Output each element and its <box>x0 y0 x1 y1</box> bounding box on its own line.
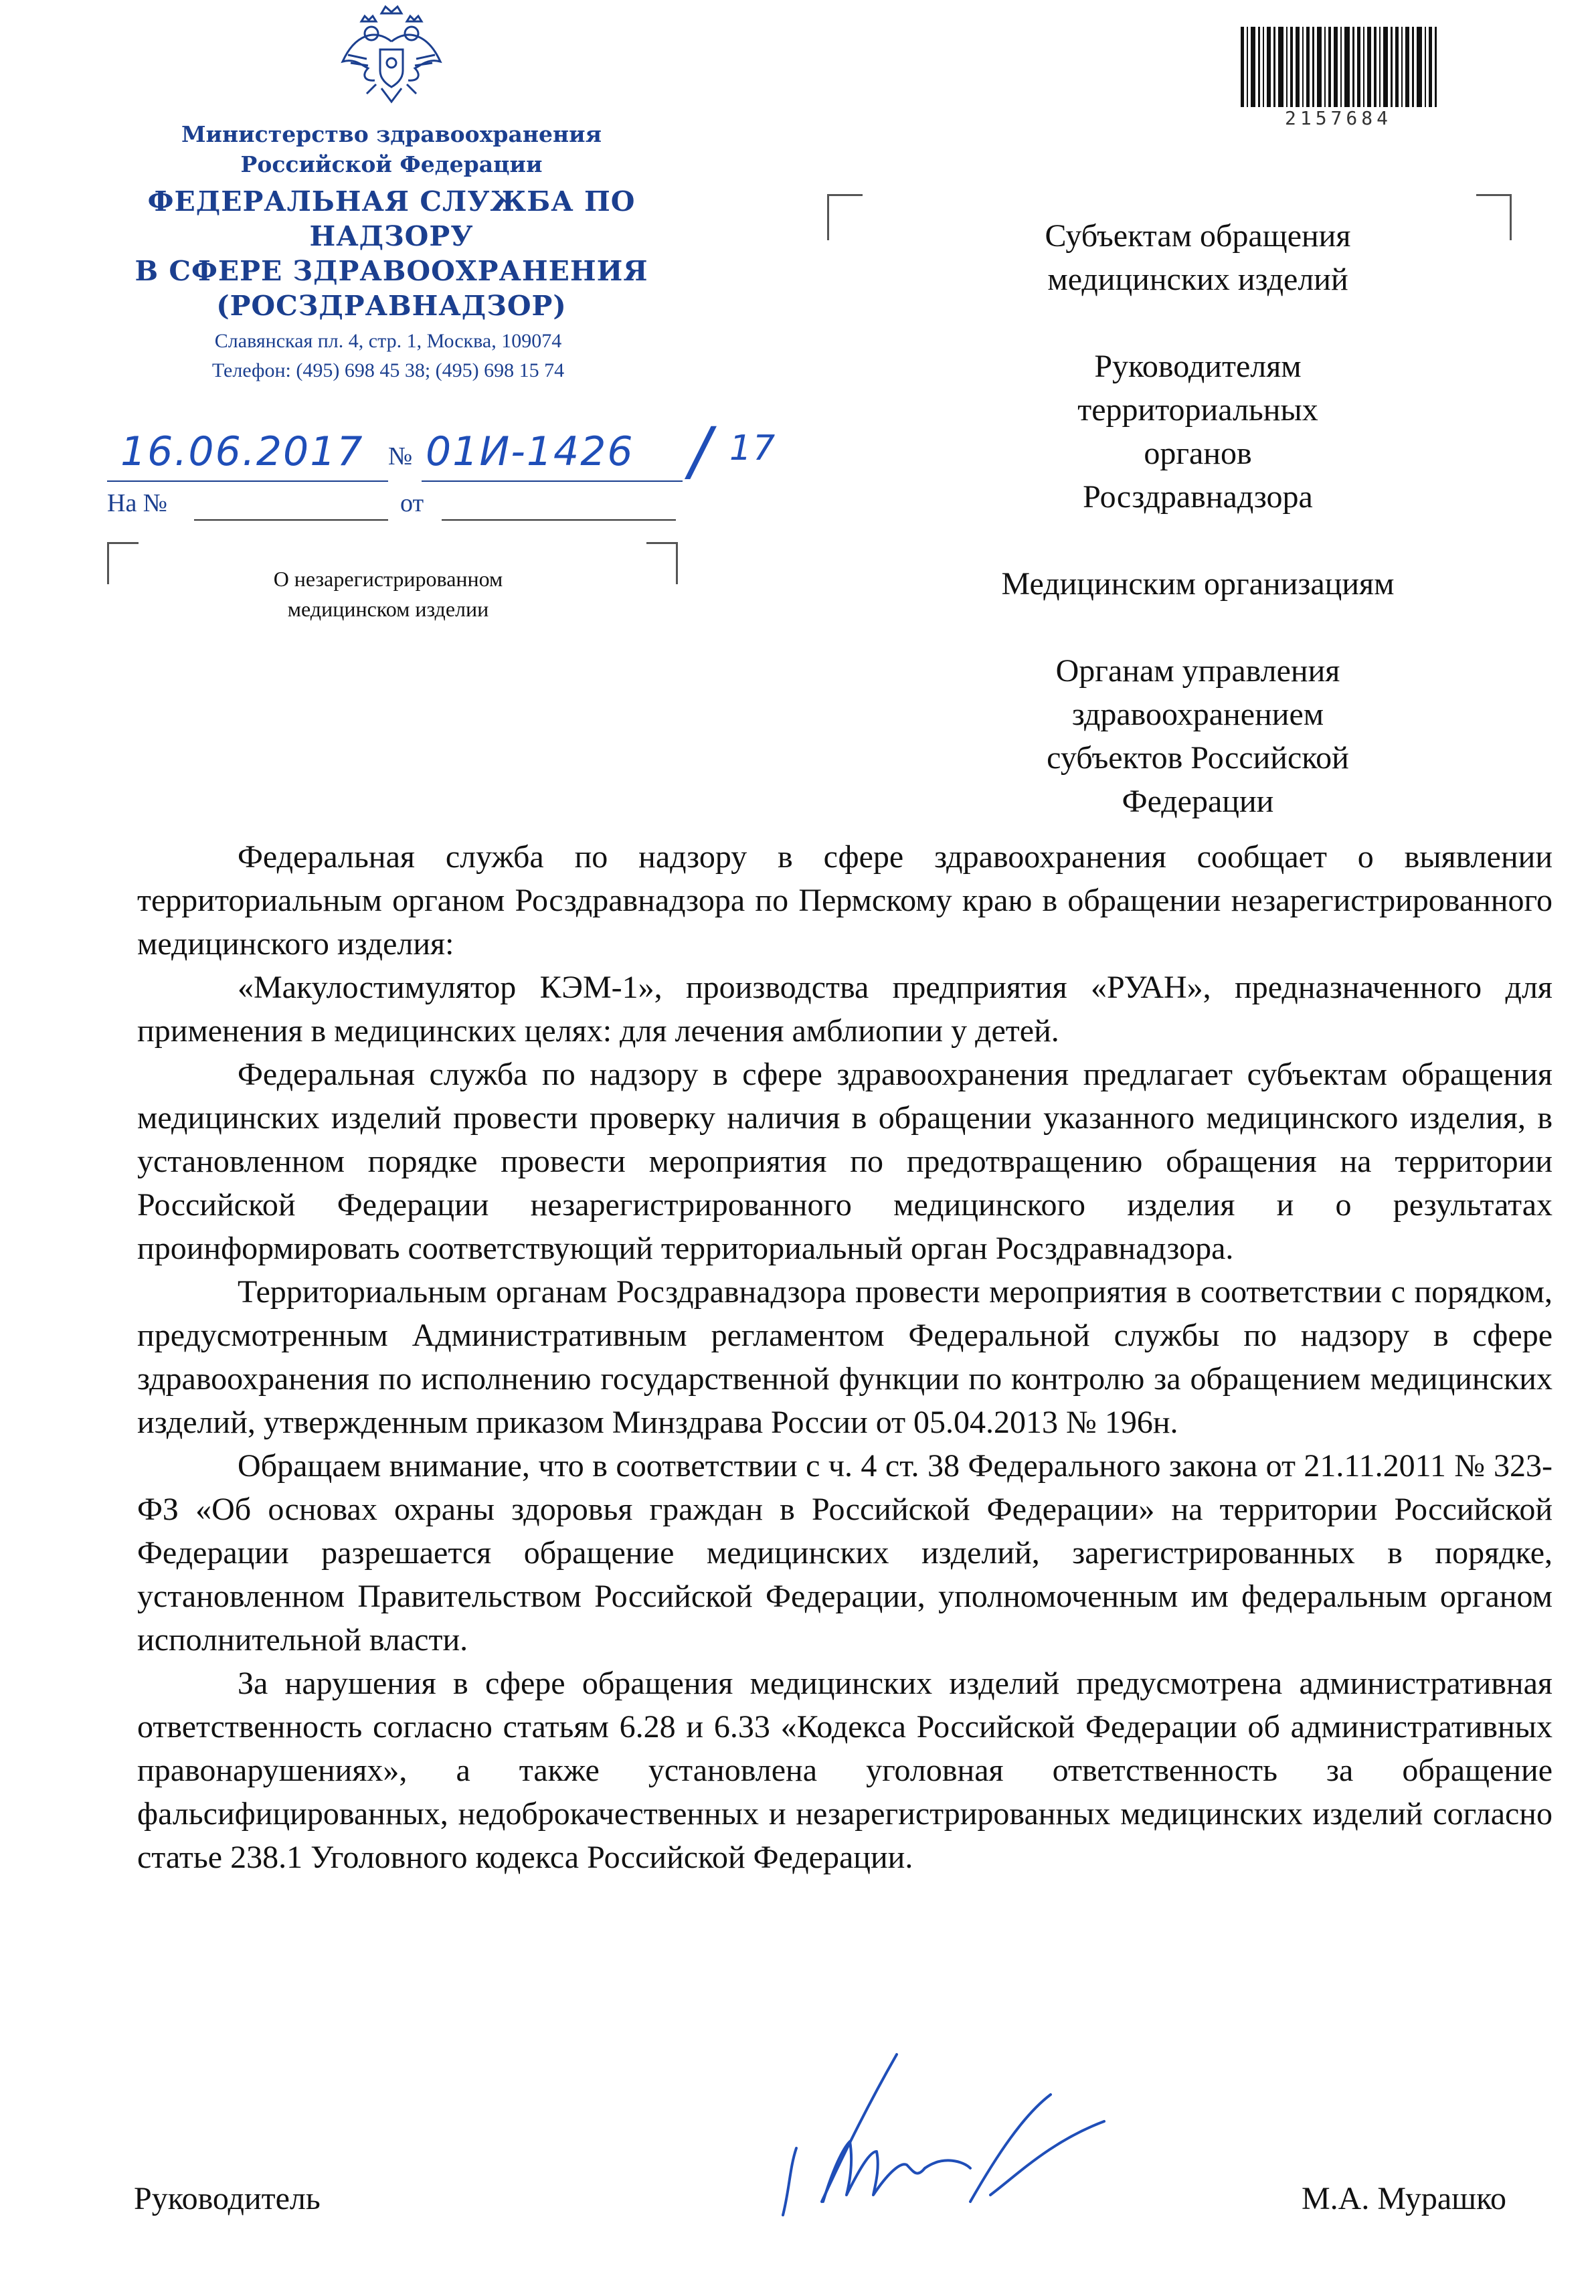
addressee-3: Медицинским организациям <box>1001 566 1395 602</box>
number-sign: № <box>388 442 413 470</box>
registration-number: 01И-1426 <box>426 428 634 475</box>
date-underline <box>107 480 388 482</box>
reply-to-label: На № <box>107 489 168 517</box>
ministry-line-2: Российской Федерации <box>240 151 543 177</box>
subject-line-1: О незарегистрированном <box>273 567 503 591</box>
addressee-2: Руководителям территориальных органов Росздравнадзора <box>1077 349 1318 515</box>
letter-subject <box>201 564 575 624</box>
number-underline <box>422 480 683 482</box>
subject-bracket-left <box>107 542 139 584</box>
letter-body <box>137 835 1553 1879</box>
ministry-name <box>181 119 602 179</box>
reply-number-field <box>194 519 388 521</box>
subject-bracket-right <box>646 542 678 584</box>
addressee-4: Органам управления здравоохранением субъектов Российской Федерации <box>1047 653 1349 819</box>
addressee-block <box>870 214 1526 867</box>
addressee-bracket-left <box>827 194 863 240</box>
service-line-3: (РОСЗДРАВНАДЗОР) <box>216 290 567 322</box>
service-line-2: В СФЕРЕ ЗДРАВООХРАНЕНИЯ <box>135 255 648 287</box>
from-label: от <box>400 489 424 517</box>
signatory-name: М.А. Мурашко <box>1302 2181 1506 2216</box>
body-paragraph-1: Федеральная служба по надзору в сфере здравоохранения сообщает о выявлении территориальным органом Росздравнадзора по Пермскому краю в обращении незарегистрированного медицинского изделия: <box>137 839 1553 962</box>
phone: Телефон: (495) 698 45 38; (495) 698 15 74 <box>211 359 565 381</box>
registration-slash: / <box>689 414 713 489</box>
coat-of-arms-icon <box>335 1 448 108</box>
barcode-number: 2157684 <box>1284 107 1392 129</box>
addressee-1: Субъектам обращения медицинских изделий <box>1045 218 1351 297</box>
body-paragraph-3: Федеральная служба по надзору в сфере здравоохранения предлагает субъектам обращения медицинских изделий провести проверку наличия в обращении указанного медицинского изделия, в установленном порядке провести мероприятия по предотвращению обращения на территории Российской Федерации незарегистрированного медицинского изделия и о результатах проинформировать соответствующий территориальный орган Росздравнадзора. <box>137 1057 1553 1266</box>
subject-line-2: медицинском изделии <box>287 597 489 621</box>
reply-date-field <box>442 519 676 521</box>
service-line-1: ФЕДЕРАЛЬНАЯ СЛУЖБА ПО НАДЗОРУ <box>147 185 636 252</box>
ministry-line-1: Министерство здравоохранения <box>181 121 602 147</box>
body-paragraph-6: За нарушения в сфере обращения медицинских изделий предусмотрена административная ответственность согласно статьям 6.28 и 6.33 «Кодекса Российской Федерации об административных правонарушениях», а также установлена уголовная ответственность за обращение фальсифицированных, недоброкачественных и незарегистрированных медицинских изделий согласно статье 238.1 Уголовного кодекса Российской Федерации. <box>137 1666 1553 1875</box>
body-paragraph-4: Территориальным органам Росздравнадзора провести мероприятия в соответствии с порядком, предусмотренным Административным регламентом Федеральной службы по надзору в сфере здравоохранения по исполнению государственной функции по контролю за обращением медицинских изделий, утвержденным приказом Минздрава России от 05.04.2013 № 196н. <box>137 1274 1553 1440</box>
body-paragraph-5: Обращаем внимание, что в соответствии с ч. 4 ст. 38 Федерального закона от 21.11.2011 № 323-ФЗ «Об основах охраны здоровья граждан в Российской Федерации» на территории Российской Федерации разрешается обращение медицинских изделий, зарегистрированных в порядке, установленном Правительством Российской Федерации, уполномоченным им федеральным органом исполнительной власти. <box>137 1448 1553 1658</box>
letterhead-contacts <box>120 327 656 385</box>
handwritten-signature <box>770 2034 1144 2228</box>
address: Славянская пл. 4, стр. 1, Москва, 109074 <box>214 330 562 352</box>
signatory-title: Руководитель <box>134 2181 321 2216</box>
service-name <box>87 184 696 323</box>
registration-date: 16.06.2017 <box>120 428 364 475</box>
registration-year: 17 <box>729 428 777 468</box>
barcode-icon <box>1238 27 1439 107</box>
body-paragraph-2: «Макулостимулятор КЭМ-1», производства предприятия «РУАН», предназначенного для применения в медицинских целях: для лечения амблиопии у детей. <box>137 970 1553 1049</box>
